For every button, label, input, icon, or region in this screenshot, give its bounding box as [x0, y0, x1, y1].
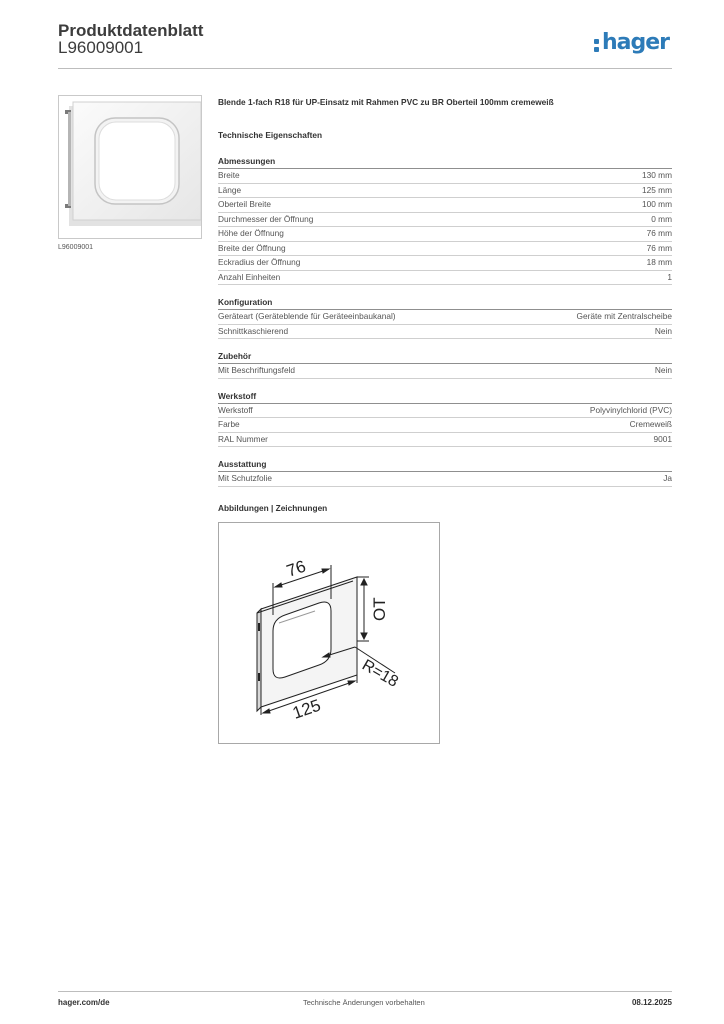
section-title: Werkstoff [218, 391, 672, 404]
row-value: 130 mm [642, 170, 672, 180]
table-row [218, 472, 672, 487]
row-label: Breite der Öffnung [218, 242, 286, 253]
row-label: Schnittkaschierend [218, 325, 289, 336]
article-number: L96009001 [58, 38, 144, 57]
row-label: Durchmesser der Öffnung [218, 213, 314, 224]
product-title: Blende 1-fach R18 für UP-Einsatz mit Rahmen PVC zu BR Oberteil 100mm cremeweiß [218, 97, 554, 107]
row-value: 0 mm [651, 213, 672, 224]
table-row [218, 418, 672, 433]
footer-divider [58, 991, 672, 992]
product-image [58, 95, 202, 239]
row-label: Höhe der Öffnung [218, 228, 284, 238]
product-details [218, 97, 672, 487]
header-divider [58, 68, 672, 69]
dim-radius-label: R=18 [359, 656, 402, 691]
row-value: 18 mm [646, 257, 672, 267]
page-title: Produktdatenblatt [58, 21, 204, 40]
row-value: 100 mm [642, 199, 672, 209]
figures-heading: Abbildungen | Zeichnungen [218, 503, 328, 513]
section-konfiguration [218, 297, 672, 339]
row-value: 76 mm [646, 242, 672, 253]
table-row [218, 169, 672, 184]
logo-dots-icon [594, 39, 599, 52]
technical-drawing [218, 522, 440, 744]
row-label: Eckradius der Öffnung [218, 257, 301, 267]
table-row [218, 404, 672, 419]
row-label: Anzahl Einheiten [218, 271, 281, 282]
section-title: Zubehör [218, 351, 672, 364]
section-title: Konfiguration [218, 297, 672, 310]
row-value: 125 mm [642, 184, 672, 195]
row-value: 76 mm [646, 228, 672, 238]
row-label: Werkstoff [218, 404, 253, 415]
row-value: Polyvinylchlorid (PVC) [589, 404, 672, 415]
dim-top-label: OT [370, 597, 389, 621]
table-row [218, 213, 672, 228]
footer-date: 08.12.2025 [631, 998, 672, 1007]
row-value: Cremeweiß [629, 419, 672, 429]
row-label: Länge [218, 184, 242, 195]
section-title: Ausstattung [218, 459, 672, 472]
section-zubehoer [218, 351, 672, 379]
tech-heading: Technische Eigenschaften [218, 130, 323, 140]
section-werkstoff [218, 391, 672, 448]
row-value: 9001 [653, 433, 672, 444]
row-label: Breite [218, 170, 240, 180]
table-row [218, 433, 672, 448]
footer-notice: Technische Änderungen vorbehalten [303, 998, 425, 1007]
product-photo-icon [59, 96, 201, 238]
table-row [218, 271, 672, 286]
table-row [218, 325, 672, 340]
logo-text: hager [602, 29, 670, 55]
row-label: RAL Nummer [218, 433, 268, 444]
hager-logo[interactable] [594, 28, 669, 56]
row-value: Ja [663, 473, 672, 483]
row-value: 1 [667, 271, 672, 282]
section-ausstattung [218, 459, 672, 487]
section-title: Abmessungen [218, 156, 672, 169]
table-row [218, 227, 672, 242]
dim-opening-label: 76 [284, 556, 309, 581]
table-row [218, 310, 672, 325]
table-row [218, 256, 672, 271]
dim-length-label: 125 [290, 695, 324, 723]
table-row [218, 198, 672, 213]
row-label: Geräteart (Geräteblende für Geräteeinbaukanal) [218, 311, 396, 321]
footer-website-link[interactable]: hager.com/de [58, 998, 110, 1007]
row-label: Farbe [218, 419, 240, 429]
row-label: Mit Schutzfolie [218, 473, 272, 483]
row-value: Nein [654, 325, 672, 336]
row-value: Geräte mit Zentralscheibe [576, 311, 672, 321]
section-abmessungen [218, 156, 672, 285]
table-row [218, 364, 672, 379]
row-label: Mit Beschriftungsfeld [218, 365, 296, 375]
row-label: Oberteil Breite [218, 199, 272, 209]
row-value: Nein [654, 365, 672, 375]
dimension-drawing-icon [219, 523, 439, 743]
table-row [218, 184, 672, 199]
table-row [218, 242, 672, 257]
image-caption: L96009001 [58, 244, 94, 251]
